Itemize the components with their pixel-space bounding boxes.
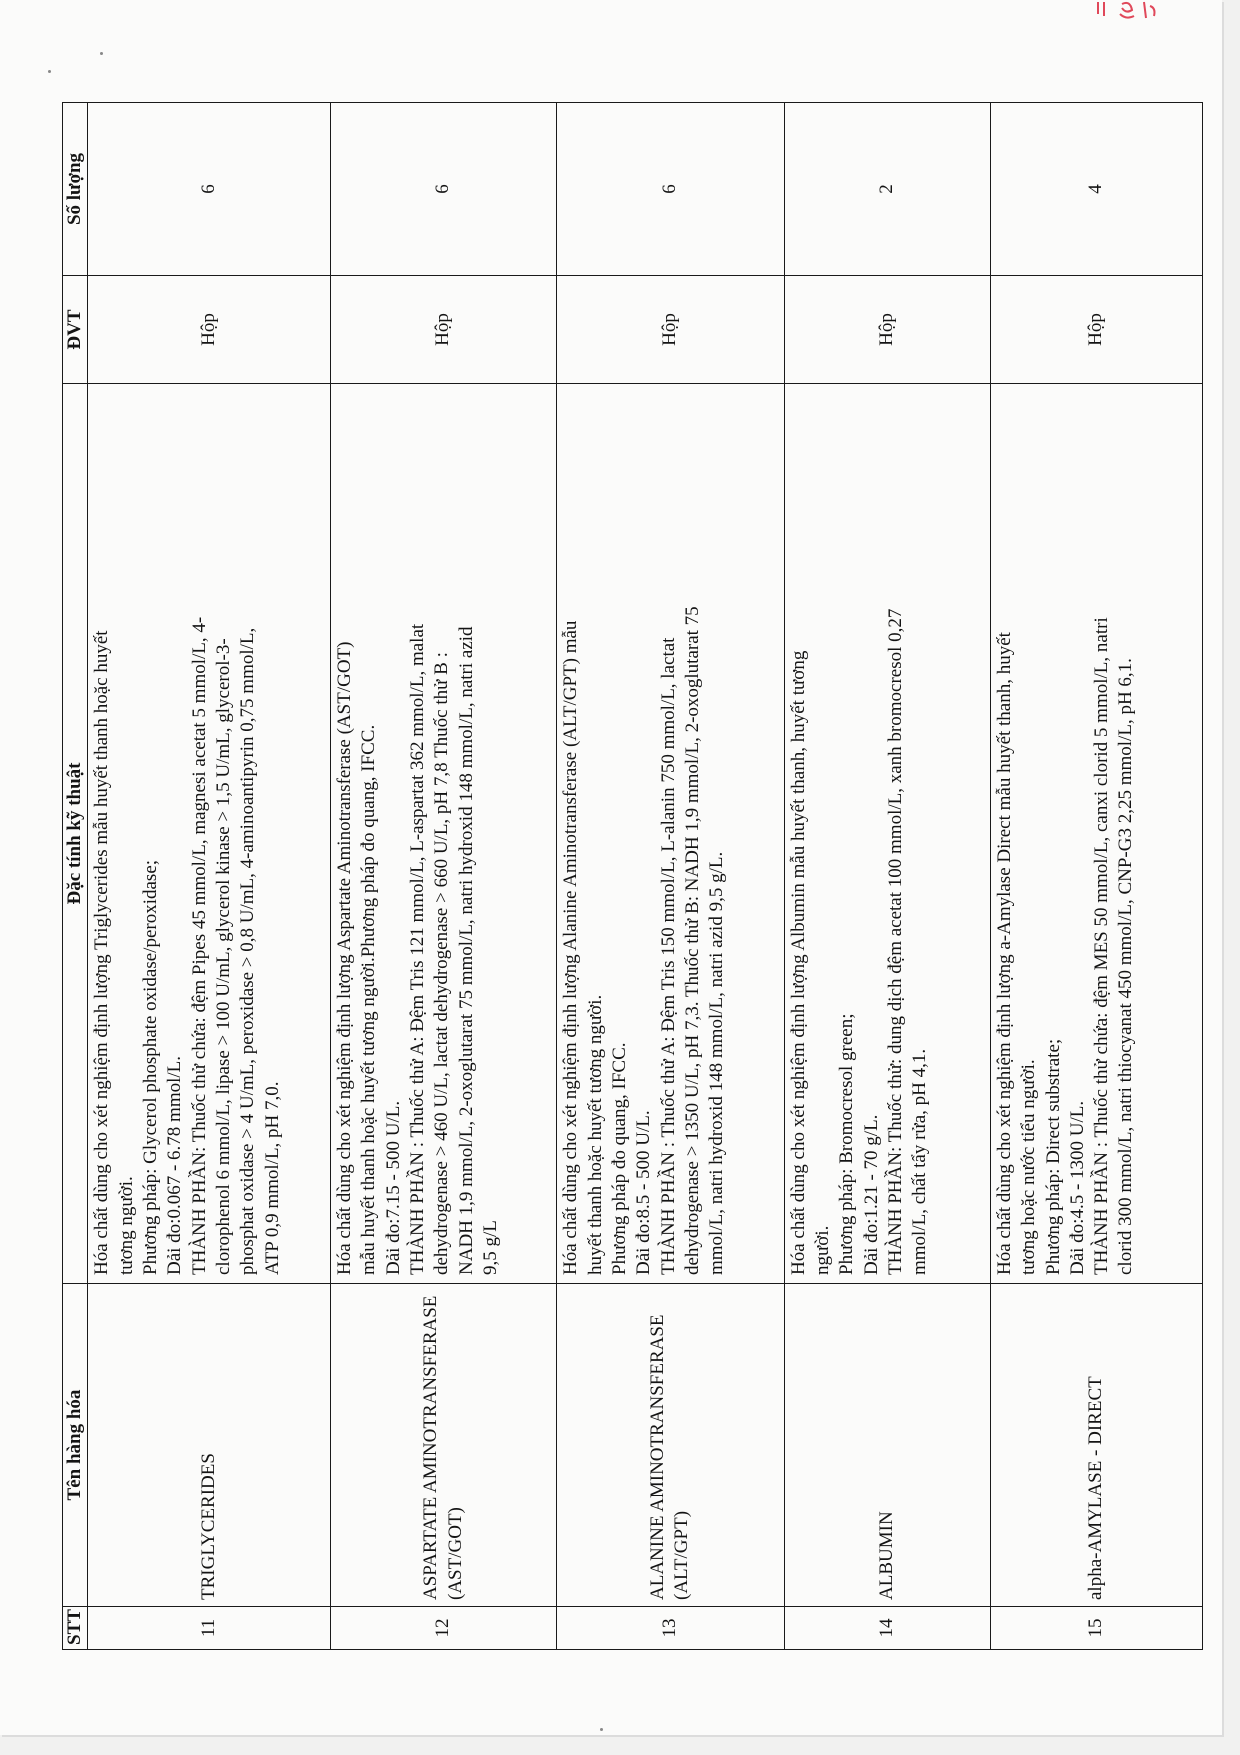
row-quantity: 6 <box>557 103 784 276</box>
row-product-name: alpha-AMYLASE - DIRECT <box>990 1284 1202 1607</box>
row-unit: Hộp <box>990 276 1202 384</box>
row-spec: Hóa chất dùng cho xét nghiệm định lượng Alanine Aminotransferase (ALT/GPT) mẫu huyết thanh hoặc huyết tương người. Phương pháp đo quang, IFCC. Dải đo:8.5 - 500 U/L. THÀNH PHẦN : Thuốc thử A: Đệm Tris 150 mmol/L, L-alanin 750 mmol/L, lactat dehydrogenase > 1350 U/L, pH 7,3. Thuốc thử B: NADH 1,9 mmol/L, 2-oxoglutarat 75 mmol/L, natri hydroxid 148 mmol/L, natri azid 9,5 g/L. <box>557 384 784 1284</box>
row-quantity: 6 <box>88 103 331 276</box>
header-spec: Đặc tính kỹ thuật <box>63 384 88 1284</box>
row-quantity: 6 <box>331 103 557 276</box>
row-unit: Hộp <box>557 276 784 384</box>
table-row <box>331 103 557 1650</box>
row-spec: Hóa chất dùng cho xét nghiệm định lượng Albumin mẫu huyết thanh, huyết tương người. Phương pháp: Bromocresol green; Dải đo:1.21 - 70 g/L. THÀNH PHẦN: Thuốc thử: dung dịch đệm acetat 100 mmol/L, xanh bromocresol 0,27 mmol/L, chất tẩy rửa, pH 4,1. <box>784 384 990 1284</box>
red-ink-mark <box>1090 0 1170 50</box>
row-spec: Hóa chất dùng cho xét nghiệm định lượng Aspartate Aminotransferase (AST/GOT) mẫu huyết thanh hoặc huyết tương người.Phương pháp đo quang, IFCC. Dải đo:7.15 - 500 U/L. THÀNH PHẦN : Thuốc thử A: Đệm Tris 121 mmol/L, L-aspartat 362 mmol/L, malat dehydrogenase > 460 U/L, lactat dehydrogenase > 660 U/L, pH 7,8 Thuốc thử B : NADH 1,9 mmol/L, 2-oxoglutarat 75 mmol/L, natri hydroxid 148 mmol/L, natri azid 9,5 g/L <box>331 384 557 1284</box>
header-qty: Số lượng <box>63 103 88 276</box>
header-name: Tên hàng hóa <box>63 1284 88 1607</box>
row-quantity: 4 <box>990 103 1202 276</box>
row-product-name: TRIGLYCERIDES <box>88 1284 331 1607</box>
specification-table <box>62 102 1203 1650</box>
rotated-table-container <box>62 103 1203 1650</box>
row-unit: Hộp <box>88 276 331 384</box>
row-stt: 14 <box>784 1607 990 1650</box>
header-dvt: ĐVT <box>63 276 88 384</box>
table-header-row <box>63 103 88 1650</box>
row-unit: Hộp <box>331 276 557 384</box>
table-row <box>990 103 1202 1650</box>
header-stt: STT <box>63 1607 88 1650</box>
table-row <box>784 103 990 1650</box>
row-spec: Hóa chất dùng cho xét nghiệm định lượng a-Amylase Direct mẫu huyết thanh, huyết tương hoặc nước tiểu người. Phương pháp: Direct substrate; Dải đo:4.5 - 1300 U/L. THÀNH PHẦN : Thuốc thử chứa: đệm MES 50 mmol/L, canxi clorid 5 mmol/L, natri clorid 300 mmol/L, natri thiocyanat 450 mmol/L, CNP-G3 2,25 mmol/L, pH 6,1. <box>990 384 1202 1284</box>
row-quantity: 2 <box>784 103 990 276</box>
row-product-name: ALANINE AMINOTRANSFERASE (ALT/GPT) <box>557 1284 784 1607</box>
row-product-name: ALBUMIN <box>784 1284 990 1607</box>
row-spec: Hóa chất dùng cho xét nghiệm định lượng Triglycerides mẫu huyết thanh hoặc huyết tương người. Phương pháp: Glycerol phosphate oxidase/peroxidase; Dải đo:0.067 - 6.78 mmol/L. THÀNH PHẦN: Thuốc thử chứa: đệm Pipes 45 mmol/L, magnesi acetat 5 mmol/L, 4- clorophenol 6 mmol/L, lipase > 100 U/mL, glycerol kinase > 1,5 U/mL, glycerol-3- phosphat oxidase > 4 U/mL, peroxidase > 0,8 U/mL, 4-aminoantipyrin 0,75 mmol/L, ATP 0,9 mmol/L, pH 7,0. <box>88 384 331 1284</box>
row-unit: Hộp <box>784 276 990 384</box>
row-stt: 13 <box>557 1607 784 1650</box>
row-stt: 12 <box>331 1607 557 1650</box>
row-stt: 11 <box>88 1607 331 1650</box>
row-product-name: ASPARTATE AMINOTRANSFERASE (AST/GOT) <box>331 1284 557 1607</box>
table-row <box>557 103 784 1650</box>
row-stt: 15 <box>990 1607 1202 1650</box>
table-row <box>88 103 331 1650</box>
